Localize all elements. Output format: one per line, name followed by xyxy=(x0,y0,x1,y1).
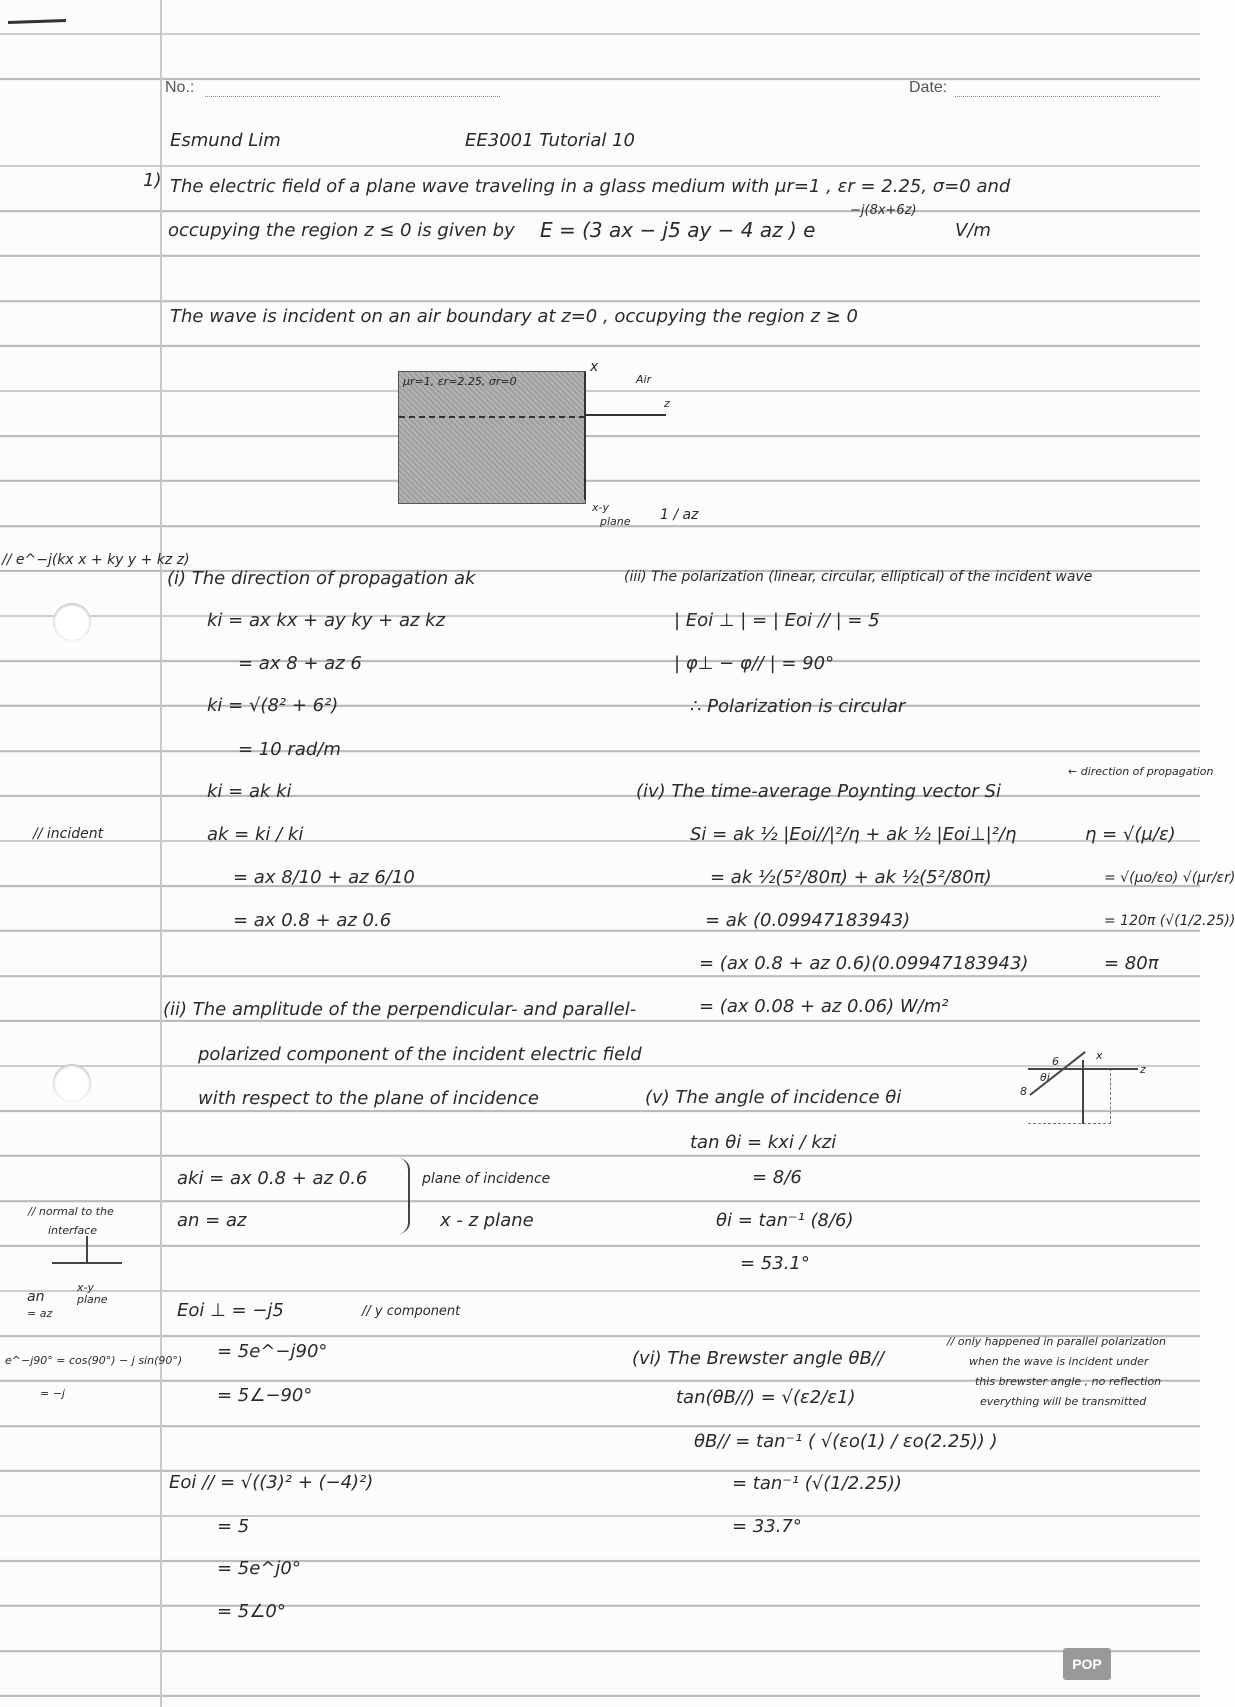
problem-number: 1) xyxy=(143,170,162,191)
no-label: No.: xyxy=(165,79,195,96)
part-iv-title: (iv) The time-average Poynting vector Si xyxy=(636,781,1001,802)
e-perp-2: = 5e^−j90° xyxy=(217,1341,328,1362)
part-iii-line-1: | Eoi ⊥ | = | Eoi // | = 5 xyxy=(674,610,880,631)
part-vi-title: (vi) The Brewster angle θB// xyxy=(632,1348,884,1369)
xz-plane: x - z plane xyxy=(440,1210,534,1231)
part-i-line-1: ki = ax kx + ay ky + az kz xyxy=(207,610,446,631)
part-vi-line-2: θB// = tan⁻¹ ( √(εo(1) / εo(2.25)) ) xyxy=(694,1431,998,1452)
part-vi-line-4: = 33.7° xyxy=(732,1516,802,1537)
part-vi-line-3: = tan⁻¹ (√(1/2.25)) xyxy=(732,1473,902,1494)
medium-dashed-line xyxy=(399,416,585,418)
part-iv-line-1: Si = ak ½ |Eoi//|²/η + ak ½ |Eoi⊥|²/η xyxy=(690,824,1017,845)
margin-normal-note-1: // normal to the xyxy=(28,1205,114,1218)
part-iv-line-2: = ak ½(5²/80π) + ak ½(5²/80π) xyxy=(710,867,992,888)
part-iv-line-4: = (ax 0.8 + az 0.6)(0.09947183943) xyxy=(699,953,1029,974)
margin-wave-note: // e^−j(kx x + ky y + kz z) xyxy=(2,552,190,568)
inc-fig-z: z xyxy=(1140,1063,1146,1076)
boundary-line xyxy=(584,372,586,500)
part-i-line-3: ki = √(8² + 6²) xyxy=(207,695,339,716)
normal-arrow-sketch xyxy=(86,1236,88,1264)
tutorial-title: EE3001 Tutorial 10 xyxy=(465,130,635,151)
part-i-line-5: ki = ak ki xyxy=(207,781,292,802)
part-i-line-7: = ax 8/10 + az 6/10 xyxy=(233,867,415,888)
part-v-title: (v) The angle of incidence θi xyxy=(645,1087,902,1108)
margin-incident-note: // incident xyxy=(33,826,104,842)
normal-label: 1 / az xyxy=(660,507,699,523)
e-perp: Eoi ⊥ = −j5 xyxy=(177,1300,284,1321)
part-iii-title: (iii) The polarization (linear, circular, elliptical) of the incident wave xyxy=(624,569,1093,585)
part-i-line-4: = 10 rad/m xyxy=(238,739,341,760)
part-i-line-8: = ax 0.8 + az 0.6 xyxy=(233,910,392,931)
part-ii-title-2: polarized component of the incident electric field xyxy=(198,1044,642,1065)
e-par: Eoi // = √((3)² + (−4)²) xyxy=(169,1472,374,1493)
x-axis-label: x xyxy=(590,359,599,375)
part-ii-title-3: with respect to the plane of incidence xyxy=(198,1088,539,1109)
brewster-note-4: everything will be transmitted xyxy=(980,1395,1147,1408)
brewster-note-3: this brewster angle , no reflection xyxy=(975,1375,1162,1388)
e-par-4: = 5∠0° xyxy=(217,1601,286,1622)
no-dotted-line xyxy=(205,96,500,97)
part-i-title: (i) The direction of propagation ak xyxy=(167,568,476,589)
margin-xy-plane-1: x-y xyxy=(77,1281,94,1294)
field-equation: E = (3 ax − j5 ay − 4 az ) e xyxy=(540,218,816,242)
margin-an-note-2: = az xyxy=(27,1307,53,1320)
date-label: Date: xyxy=(909,79,948,96)
margin-line xyxy=(160,0,162,1707)
margin-an-note-1: an xyxy=(27,1289,45,1305)
air-label: Air xyxy=(636,373,652,386)
inc-fig-6: 6 xyxy=(1052,1055,1059,1068)
medium-label: μr=1, εr=2.25, σr=0 xyxy=(403,375,517,388)
inc-fig-8: 8 xyxy=(1020,1085,1027,1098)
inc-fig-theta: θi xyxy=(1040,1071,1050,1084)
problem-line-3: The wave is incident on an air boundary at z=0 , occupying the region z ≥ 0 xyxy=(170,306,858,327)
part-ii-title-1: (ii) The amplitude of the perpendicular- and parallel- xyxy=(163,999,637,1020)
part-iv-note: ← direction of propagation xyxy=(1068,765,1214,778)
inc-fig-x: x xyxy=(1096,1049,1103,1062)
date-dotted-line xyxy=(955,96,1160,97)
problem-line-2a: occupying the region z ≤ 0 is given by xyxy=(168,220,515,241)
part-v-line-3: θi = tan⁻¹ (8/6) xyxy=(716,1210,854,1231)
e-par-2: = 5 xyxy=(217,1516,250,1537)
eta-line-4: = 80π xyxy=(1104,953,1159,974)
plane-label-1: x-y xyxy=(592,501,609,514)
problem-line-1: The electric field of a plane wave traveling in a glass medium with μr=1 , εr = 2.25, σ=0 and xyxy=(170,176,1011,197)
part-ii-an: an = az xyxy=(177,1210,247,1231)
field-exponent: −j(8x+6z) xyxy=(850,203,917,218)
margin-xy-plane-2: plane xyxy=(77,1293,108,1306)
z-axis-label: z xyxy=(664,397,670,410)
punch-hole-top xyxy=(53,603,91,641)
e-par-3: = 5e^j0° xyxy=(217,1558,301,1579)
part-iv-line-5: = (ax 0.08 + az 0.06) W/m² xyxy=(699,996,949,1017)
margin-normal-note-2: interface xyxy=(48,1224,98,1237)
part-vi-line-1: tan(θB//) = √(ε2/ε1) xyxy=(676,1387,856,1408)
z-axis-line xyxy=(584,414,666,416)
part-i-line-2: = ax 8 + az 6 xyxy=(238,653,362,674)
margin-euler-2: = −j xyxy=(40,1387,65,1400)
brace xyxy=(398,1158,410,1234)
punch-hole-bottom xyxy=(53,1064,91,1102)
plane-of-incidence: plane of incidence xyxy=(422,1171,551,1187)
part-iii-line-3: ∴ Polarization is circular xyxy=(690,696,906,717)
part-v-line-4: = 53.1° xyxy=(740,1253,810,1274)
corner-mark xyxy=(8,19,66,24)
part-iv-line-3: = ak (0.09947183943) xyxy=(705,910,911,931)
eta-line-1: η = √(μ/ε) xyxy=(1085,824,1176,845)
margin-euler-1: e^−j90° = cos(90°) − j sin(90°) xyxy=(5,1354,183,1367)
glass-medium-figure xyxy=(398,371,586,504)
brand-logo: POP xyxy=(1063,1648,1111,1680)
incidence-x-axis xyxy=(1082,1060,1084,1124)
eta-line-2: = √(μo/εo) √(μr/εr) xyxy=(1104,870,1235,886)
part-v-line-1: tan θi = kxi / kzi xyxy=(690,1132,837,1153)
plane-label-2: plane xyxy=(600,515,631,528)
y-component-note: // y component xyxy=(362,1304,461,1319)
e-perp-3: = 5∠−90° xyxy=(217,1385,313,1406)
part-iii-line-2: | φ⊥ − φ// | = 90° xyxy=(674,653,835,674)
field-unit: V/m xyxy=(955,220,991,241)
part-v-line-2: = 8/6 xyxy=(752,1167,802,1188)
brewster-note-2: when the wave is incident under xyxy=(969,1355,1149,1368)
eta-line-3: = 120π (√(1/2.25)) xyxy=(1104,913,1235,929)
brewster-note-1: // only happened in parallel polarization xyxy=(947,1335,1166,1348)
part-i-line-6: ak = ki / ki xyxy=(207,824,304,845)
part-ii-ak: aki = ax 0.8 + az 0.6 xyxy=(177,1168,368,1189)
author-name: Esmund Lim xyxy=(170,130,281,151)
